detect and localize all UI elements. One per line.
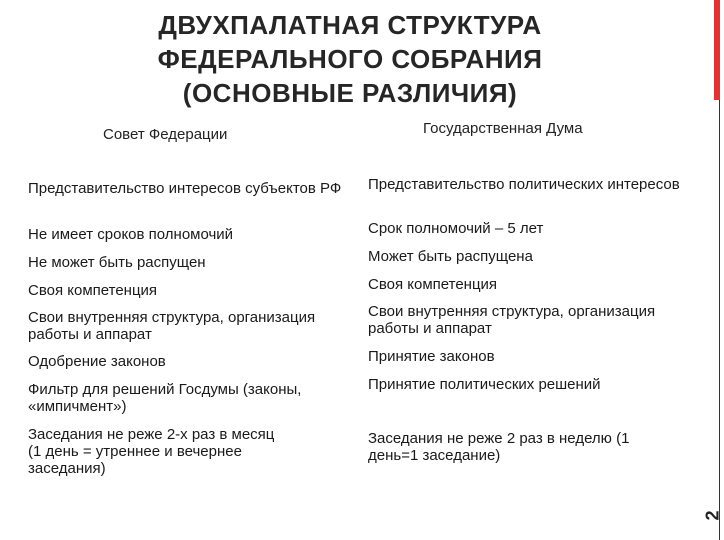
column-header-federation-council: Совет Федерации <box>103 126 228 143</box>
right-row-3: Может быть распущена <box>368 248 533 265</box>
left-row-6: Одобрение законов <box>28 353 166 370</box>
right-row-8: Заседания не реже 2 раз в неделю (1 день=1 заседание) <box>368 430 630 464</box>
right-row-1: Представительство политических интересов <box>368 176 680 193</box>
left-row-7: Фильтр для решений Госдумы (законы, «импичмент») <box>28 381 302 415</box>
left-row-8: Заседания не реже 2-х раз в месяц (1 день = утреннее и вечернее заседания) <box>28 426 275 477</box>
right-row-6: Принятие законов <box>368 348 495 365</box>
left-row-2: Не имеет сроков полномочий <box>28 226 234 243</box>
slide-number: 2 <box>702 510 723 521</box>
left-row-1: Представительство интересов субъектов РФ <box>28 180 342 197</box>
title-line-2: ФЕДЕРАЛЬНОГО СОБРАНИЯ <box>157 44 543 74</box>
left-row-3: Не может быть распущен <box>28 254 206 271</box>
accent-bar <box>714 0 720 100</box>
title-line-3: (ОСНОВНЫЕ РАЗЛИЧИЯ) <box>182 78 518 108</box>
right-row-2: Срок полномочий – 5 лет <box>368 220 544 237</box>
right-row-7: Принятие политических решений <box>368 376 601 393</box>
right-row-5: Свои внутренняя структура, организация работы и аппарат <box>368 303 656 337</box>
left-row-4: Своя компетенция <box>28 282 158 299</box>
title-line-1: ДВУХПАЛАТНАЯ СТРУКТУРА <box>158 10 542 40</box>
left-row-5: Свои внутренняя структура, организация работы и аппарат <box>28 309 316 343</box>
side-divider <box>719 100 720 540</box>
column-header-state-duma: Государственная Дума <box>423 120 583 137</box>
slide-title <box>70 8 630 110</box>
right-row-4: Своя компетенция <box>368 276 498 293</box>
